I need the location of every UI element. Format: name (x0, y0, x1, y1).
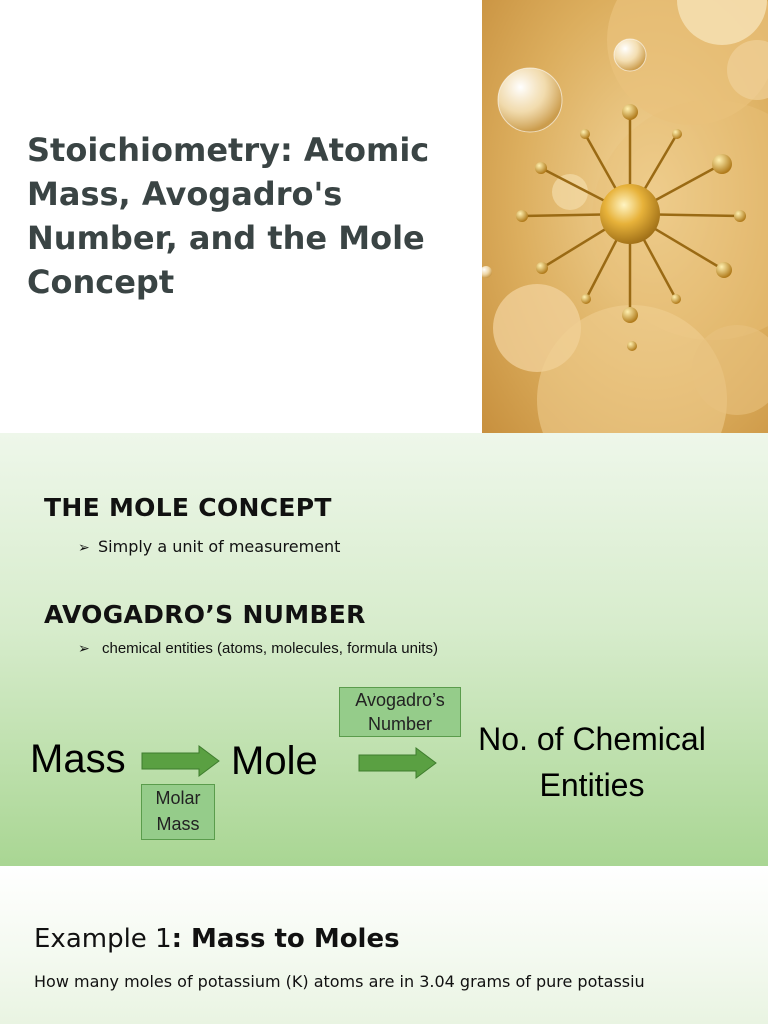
example-question: How many moles of potassium (K) atoms are in 3.04 grams of pure potassiu (34, 972, 645, 991)
mole-concept-slide (0, 433, 768, 866)
avogadro-heading: AVOGADRO’S NUMBER (44, 600, 366, 629)
mole-concept-bullet-text: Simply a unit of measurement (98, 537, 341, 556)
mole-concept-heading: THE MOLE CONCEPT (44, 493, 332, 522)
title-slide (0, 0, 768, 433)
bullet-arrow-icon: ➢ (78, 641, 90, 657)
avogadro-bullet (78, 640, 438, 657)
bullet-arrow-icon: ➢ (78, 540, 90, 556)
mole-concept-bullet (78, 537, 340, 556)
molar-mass-box (141, 784, 215, 840)
avogadro-number-line2: Number (367, 714, 433, 734)
chemical-entities-label (462, 716, 722, 808)
atom-illustration (482, 0, 768, 433)
mole-to-entities-arrow-icon (358, 746, 438, 780)
mass-to-mole-arrow-icon (141, 744, 221, 778)
molar-mass-line2: Mass (156, 814, 200, 834)
mole-label: Mole (231, 739, 318, 783)
mass-label: Mass (30, 737, 126, 781)
entities-line2: Entities (539, 767, 645, 803)
example-slide (0, 866, 768, 1024)
molar-mass-line1: Molar (155, 788, 201, 808)
entities-line1: No. of Chemical (478, 721, 706, 757)
example-prefix: Example 1 (34, 924, 172, 954)
avogadro-number-line1: Avogadro’s (355, 690, 445, 710)
example-title (34, 924, 400, 954)
presentation-title: Stoichiometry: Atomic Mass, Avogadro's Number, and the Mole Concept (27, 131, 430, 301)
avogadro-bullet-text: chemical entities (atoms, molecules, formula units) (102, 640, 438, 657)
example-title-text: : Mass to Moles (171, 924, 400, 954)
avogadro-number-box (339, 687, 461, 737)
